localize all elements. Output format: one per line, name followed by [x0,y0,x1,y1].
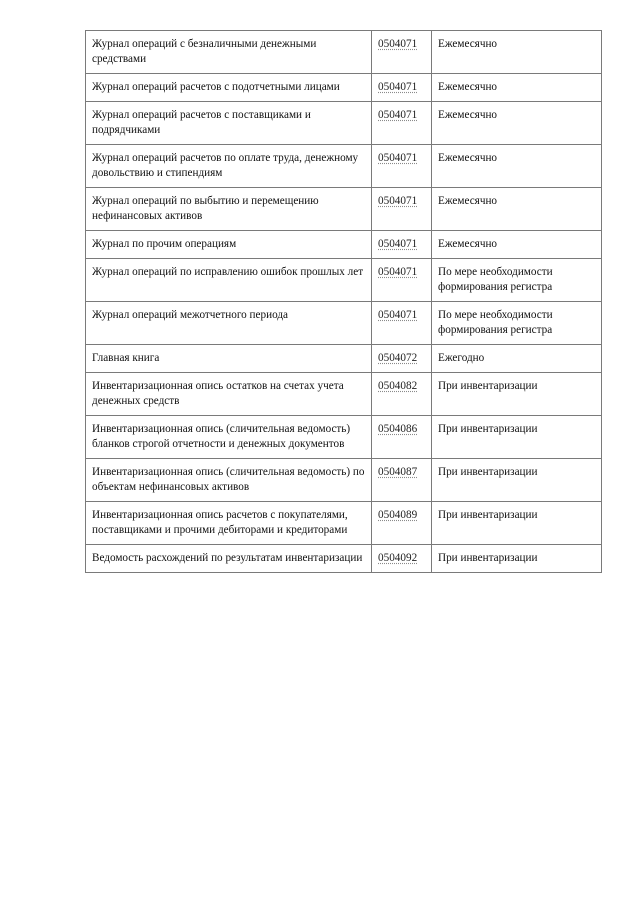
table-row [86,373,602,416]
form-code-cell [372,502,432,545]
form-code-cell [372,102,432,145]
register-name-cell: Журнал операций по исправлению ошибок прошлых лет [86,259,372,302]
frequency-cell: При инвентаризации [432,416,602,459]
table-row [86,416,602,459]
register-name-cell: Журнал операций по выбытию и перемещению нефинансовых активов [86,188,372,231]
frequency-cell: Ежегодно [432,345,602,373]
frequency-cell: По мере необходимости формирования регистра [432,259,602,302]
table-row [86,302,602,345]
register-name-cell: Журнал операций с безналичными денежными средствами [86,31,372,74]
frequency-cell: Ежемесячно [432,145,602,188]
register-name-cell: Журнал операций расчетов с поставщиками и подрядчиками [86,102,372,145]
register-name-cell: Главная книга [86,345,372,373]
table-row [86,102,602,145]
table-row [86,259,602,302]
register-name-cell: Инвентаризационная опись (сличительная ведомость) по объектам нефинансовых активов [86,459,372,502]
form-code-cell [372,345,432,373]
form-code-link[interactable]: 0504071 [378,109,418,121]
form-code-cell [372,416,432,459]
frequency-cell: При инвентаризации [432,459,602,502]
form-code-cell [372,259,432,302]
form-code-link[interactable]: 0504086 [378,423,418,435]
form-code-cell [372,31,432,74]
register-name-cell: Журнал по прочим операциям [86,231,372,259]
form-code-cell [372,373,432,416]
table-row [86,231,602,259]
form-code-link[interactable]: 0504092 [378,552,418,564]
table-row [86,188,602,231]
register-name-cell: Журнал операций расчетов с подотчетными лицами [86,74,372,102]
form-code-link[interactable]: 0504082 [378,380,418,392]
registers-table [85,30,602,573]
frequency-cell: Ежемесячно [432,102,602,145]
table-row [86,345,602,373]
register-name-cell: Журнал операций расчетов по оплате труда, денежному довольствию и стипендиям [86,145,372,188]
form-code-cell [372,302,432,345]
frequency-cell: По мере необходимости формирования регистра [432,302,602,345]
form-code-cell [372,545,432,573]
frequency-cell: При инвентаризации [432,545,602,573]
frequency-cell: Ежемесячно [432,231,602,259]
frequency-cell: Ежемесячно [432,188,602,231]
table-row [86,459,602,502]
register-name-cell: Журнал операций межотчетного периода [86,302,372,345]
form-code-cell [372,231,432,259]
form-code-link[interactable]: 0504071 [378,195,418,207]
table-row [86,545,602,573]
form-code-link[interactable]: 0504071 [378,38,418,50]
table-row [86,74,602,102]
table-row [86,145,602,188]
form-code-link[interactable]: 0504071 [378,266,418,278]
form-code-cell [372,188,432,231]
table-row [86,502,602,545]
form-code-link[interactable]: 0504071 [378,309,418,321]
frequency-cell: При инвентаризации [432,502,602,545]
frequency-cell: При инвентаризации [432,373,602,416]
form-code-cell [372,145,432,188]
form-code-link[interactable]: 0504071 [378,81,418,93]
form-code-link[interactable]: 0504087 [378,466,418,478]
frequency-cell: Ежемесячно [432,74,602,102]
register-name-cell: Инвентаризационная опись расчетов с покупателями, поставщиками и прочими дебиторами и кредиторами [86,502,372,545]
form-code-link[interactable]: 0504089 [378,509,418,521]
form-code-cell [372,459,432,502]
frequency-cell: Ежемесячно [432,31,602,74]
register-name-cell: Инвентаризационная опись остатков на счетах учета денежных средств [86,373,372,416]
form-code-link[interactable]: 0504071 [378,152,418,164]
table-row [86,31,602,74]
form-code-link[interactable]: 0504071 [378,238,418,250]
form-code-link[interactable]: 0504072 [378,352,418,364]
form-code-cell [372,74,432,102]
register-name-cell: Ведомость расхождений по результатам инвентаризации [86,545,372,573]
register-name-cell: Инвентаризационная опись (сличительная ведомость) бланков строгой отчетности и денежных документов [86,416,372,459]
